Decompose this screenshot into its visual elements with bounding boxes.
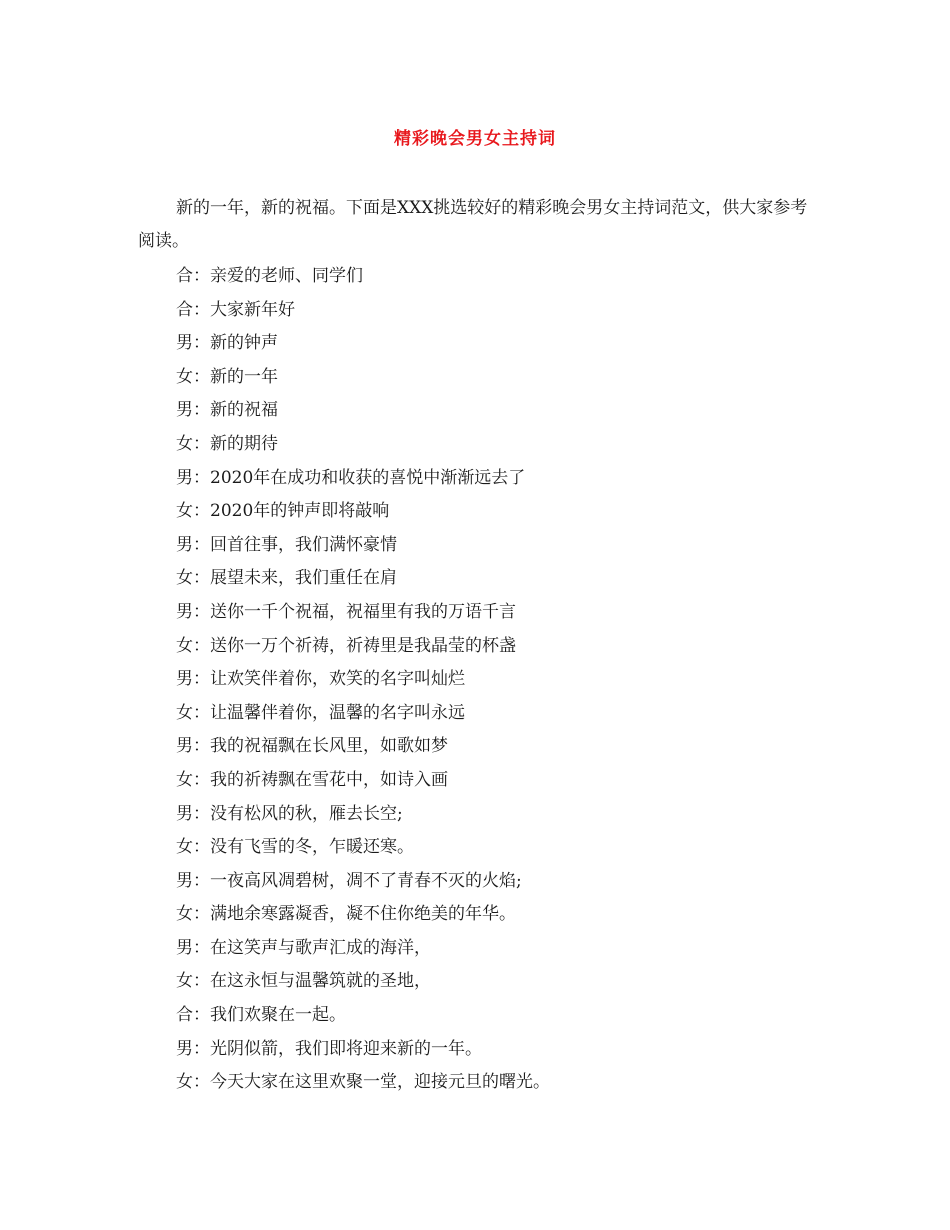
script-line: 男：新的钟声: [176, 333, 278, 354]
script-line: 男：新的祝福: [176, 400, 278, 421]
document-title: 精彩晚会男女主持词: [394, 129, 556, 149]
script-line: 女：我的祈祷飘在雪花中，如诗入画: [176, 769, 448, 790]
script-line: 男：送你一千个祝福，祝福里有我的万语千言: [176, 601, 516, 622]
script-line: 女：展望未来，我们重任在肩: [176, 568, 397, 589]
script-line: 男：我的祝福飘在长风里，如歌如梦: [176, 736, 448, 757]
script-line: 男：在这笑声与歌声汇成的海洋，: [176, 937, 431, 958]
script-line: 合：亲爱的老师、同学们: [176, 266, 363, 286]
script-line: 女：在这永恒与温馨筑就的圣地，: [176, 971, 431, 992]
script-line: 女：今天大家在这里欢聚一堂，迎接元旦的曙光。: [176, 1072, 550, 1093]
script-line: 男：2020年在成功和收获的喜悦中渐渐远去了: [176, 467, 526, 488]
script-line: 女：让温馨伴着你，温馨的名字叫永远: [176, 702, 465, 723]
script-line: 合：我们欢聚在一起。: [176, 1005, 346, 1026]
script-line: 女：新的期待: [176, 433, 278, 454]
script-line: 男：回首往事，我们满怀豪情: [176, 534, 397, 555]
script-line: 女：2020年的钟声即将敲响: [176, 501, 390, 522]
script-line: 男：光阴似箭，我们即将迎来新的一年。: [176, 1038, 482, 1059]
script-line: 男：让欢笑伴着你，欢笑的名字叫灿烂: [176, 669, 465, 690]
script-line: 女：新的一年: [176, 366, 278, 387]
script-line: 合：大家新年好: [176, 299, 295, 320]
script-lines: [176, 260, 816, 1100]
script-line: 女：没有飞雪的冬，乍暖还寒。: [176, 837, 414, 858]
intro-paragraph: 新的一年，新的祝福。下面是XXX挑选较好的精彩晚会男女主持词范文，供大家参考阅读。: [138, 198, 808, 251]
script-line: 男：一夜高风凋碧树，凋不了青春不灭的火焰;: [176, 870, 522, 891]
script-line: 男：没有松风的秋，雁去长空;: [176, 803, 403, 824]
script-line: 女：送你一万个祈祷，祈祷里是我晶莹的杯盏: [176, 635, 516, 656]
script-line: 女：满地余寒露凝香，凝不住你绝美的年华。: [176, 904, 516, 925]
